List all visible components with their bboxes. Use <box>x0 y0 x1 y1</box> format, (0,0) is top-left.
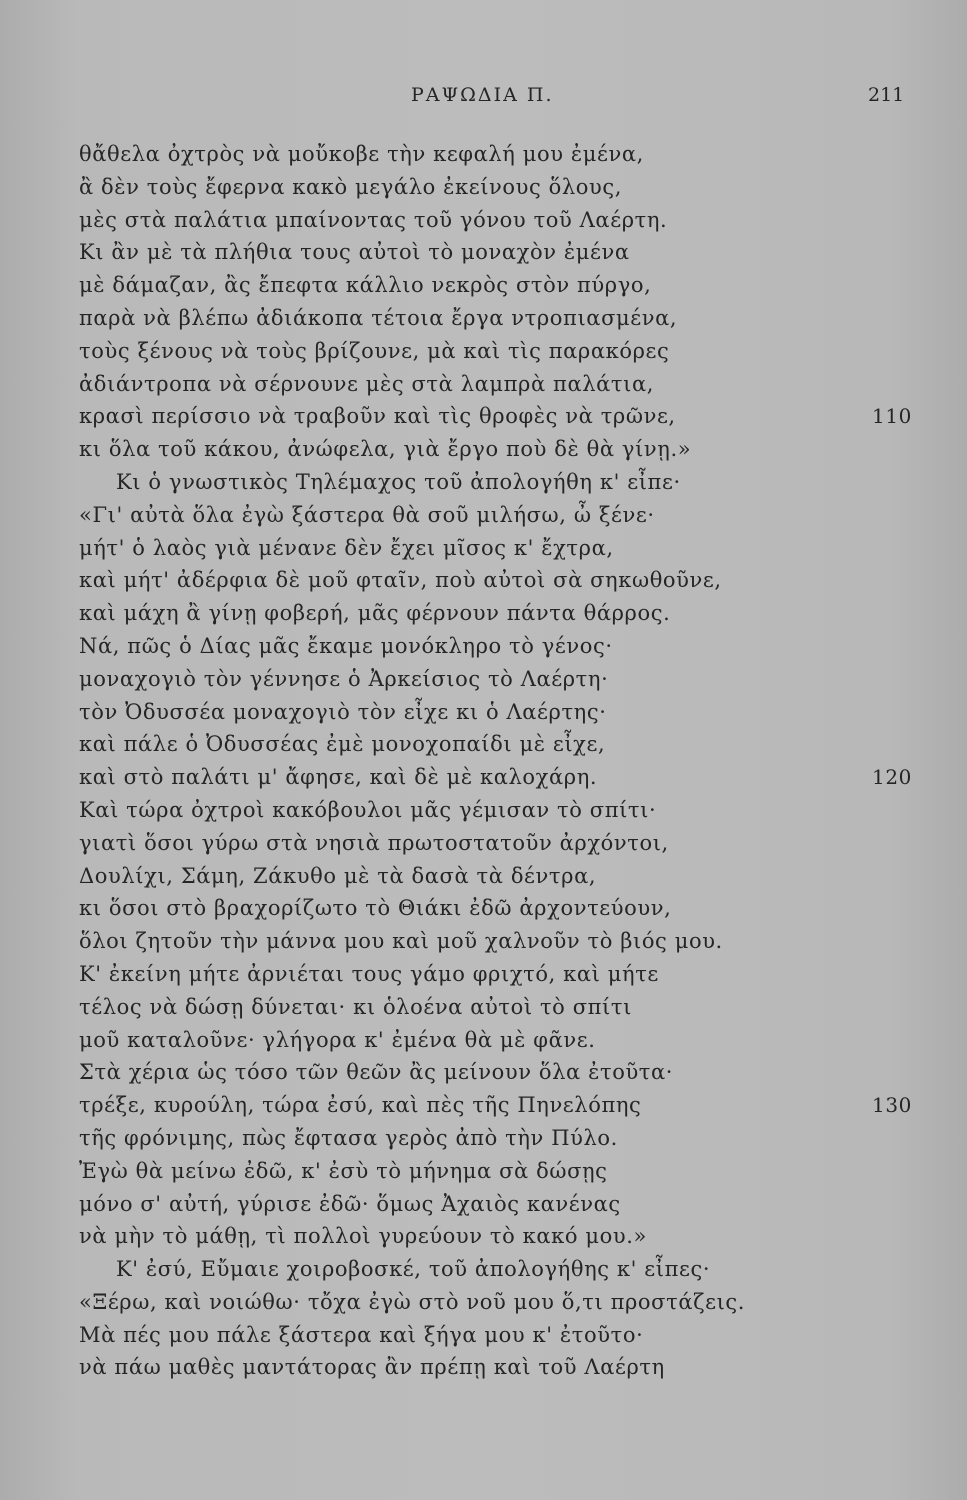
verse-text: Καὶ τώρα ὀχτροὶ κακόβουλοι μᾶς γέμισαν τὸ σπίτι· <box>79 797 657 822</box>
page-number: 211 <box>868 84 905 106</box>
verse-text: Κι ἂν μὲ τὰ πλήθια τους αὐτοὶ τὸ μοναχὸν ἐμένα <box>79 240 630 265</box>
verse-line <box>0 696 967 729</box>
verse-line <box>0 1286 967 1319</box>
verse-line <box>0 171 967 204</box>
verse-line <box>0 1155 967 1188</box>
verse-text: «Γι' αὐτὰ ὅλα ἐγὼ ξάστερα θὰ σοῦ μιλήσω, ὦ ξένε· <box>79 502 655 527</box>
verse-text: Μὰ πές μου πάλε ξάστερα καὶ ξήγα μου κ' ἐτοῦτο· <box>79 1322 644 1347</box>
verse-text: κι ὅσοι στὸ βραχορίζωτο τὸ Θιάκι ἐδῶ ἀρχοντεύουν, <box>79 896 672 921</box>
verse-text: «Ξέρω, καὶ νοιώθω· τὄχα ἐγὼ στὸ νοῦ μου ὅ,τι προστάζεις. <box>79 1289 746 1314</box>
verse-line <box>0 892 967 925</box>
verse-text: θἄθελα ὀχτρὸς νὰ μοὔκοβε τὴν κεφαλή μου ἐμένα, <box>79 142 644 166</box>
verse-text: τοὺς ξένους νὰ τοὺς βρίζουνε, μὰ καὶ τὶς παρακόρες <box>79 338 670 363</box>
line-number: 110 <box>872 404 912 429</box>
verse-text: μοναχογιὸ τὸν γέννησε ὁ Ἀρκείσιος τὸ Λαέρτη· <box>79 666 609 691</box>
verse-line <box>0 630 967 663</box>
verse-line <box>0 1188 967 1221</box>
verse-text: νὰ πάω μαθὲς μαντάτορας ἂν πρέπῃ καὶ τοῦ Λαέρτη <box>79 1355 665 1380</box>
verse-text: Κι ὁ γνωστικὸς Τηλέμαχος τοῦ ἀπολογήθη κ' εἶπε· <box>116 469 681 494</box>
chapter-title: ΡΑΨΩΔΙΑ Π. <box>411 84 554 106</box>
verse-line <box>0 958 967 991</box>
verse-text: νὰ μὴν τὸ μάθῃ, τὶ πολλοὶ γυρεύουν τὸ κακό μου.» <box>79 1224 648 1249</box>
verse-line <box>0 532 967 565</box>
verse-text: ἀδιάντροπα νὰ σέρνουνε μὲς στὰ λαμπρὰ παλάτια, <box>79 371 655 396</box>
verse-text: Νά, πῶς ὁ Δίας μᾶς ἔκαμε μονόκληρο τὸ γένος· <box>79 633 613 658</box>
verse-line <box>0 335 967 368</box>
line-number: 120 <box>872 765 912 790</box>
verse-text: καὶ πάλε ὁ Ὀδυσσέας ἐμὲ μονοχοπαίδι μὲ εἶχε, <box>79 732 606 757</box>
verse-line <box>0 761 967 794</box>
verse-text: Στὰ χέρια ὡς τόσο τῶν θεῶν ἂς μείνουν ὅλα ἐτοῦτα· <box>79 1060 674 1085</box>
verse-line <box>0 794 967 827</box>
verse-text: καὶ μάχη ἂ γίνῃ φοβερή, μᾶς φέρνουν πάντα θάρρος. <box>79 601 671 626</box>
verse-line <box>0 1024 967 1057</box>
verse-text: καὶ μήτ' ἀδέρφια δὲ μοῦ φταῖν, ποὺ αὐτοὶ σὰ σηκωθοῦνε, <box>79 568 722 593</box>
verse-line <box>0 236 967 269</box>
verse-line <box>0 466 967 499</box>
verse-text: μὲ δάμαζαν, ἂς ἔπεφτα κάλλιο νεκρὸς στὸν πύργο, <box>79 273 652 298</box>
verse-line <box>0 433 967 466</box>
verse-line <box>0 860 967 893</box>
verse-line <box>0 1253 967 1286</box>
verse-text: κρασὶ περίσσιο νὰ τραβοῦν καὶ τὶς θροφὲς νὰ τρῶνε, <box>79 404 676 429</box>
verse-text: Ἐγὼ θὰ μείνω ἐδῶ, κ' ἐσὺ τὸ μήνημα σὰ δώσῃς <box>79 1158 608 1183</box>
verse-line <box>0 138 967 171</box>
running-head <box>0 84 967 114</box>
verse-text: τέλος νὰ δώσῃ δύνεται· κι ὁλοένα αὐτοὶ τὸ σπίτι <box>79 994 632 1019</box>
verse-line <box>0 564 967 597</box>
verse-text: ἂ δὲν τοὺς ἔφερνα κακὸ μεγάλο ἐκείνους ὅλους, <box>79 174 623 199</box>
verse-line <box>0 269 967 302</box>
verse-text: μοῦ καταλοῦνε· γλήγορα κ' ἐμένα θὰ μὲ φᾶνε. <box>79 1027 596 1052</box>
verse-text: Κ' ἐσύ, Εὔμαιε χοιροβοσκέ, τοῦ ἀπολογήθης κ' εἶπες· <box>116 1257 711 1282</box>
verse-line <box>0 302 967 335</box>
verse-line <box>0 1351 967 1384</box>
verse-line <box>0 663 967 696</box>
verse-line <box>0 1319 967 1352</box>
verse-text: κι ὅλα τοῦ κάκου, ἀνώφελα, γιὰ ἔργο ποὺ δὲ θὰ γίνῃ.» <box>79 437 692 462</box>
verse-text: παρὰ νὰ βλέπω ἀδιάκοπα τέτοια ἔργα ντροπιασμένα, <box>79 305 678 330</box>
verse-text: μὲς στὰ παλάτια μπαίνοντας τοῦ γόνου τοῦ Λαέρτη. <box>79 207 668 232</box>
verse-line <box>0 499 967 532</box>
verse-line <box>0 991 967 1024</box>
verse-line <box>0 1122 967 1155</box>
verse-line <box>0 1220 967 1253</box>
verse-line <box>0 728 967 761</box>
verse-text: Κ' ἐκείνη μήτε ἀρνιέται τους γάμο φριχτό, καὶ μήτε <box>79 961 659 986</box>
verse-text: ὅλοι ζητοῦν τὴν μάννα μου καὶ μοῦ χαλνοῦν τὸ βιός μου. <box>79 929 723 954</box>
verse-text: τρέξε, κυρούλη, τώρα ἐσύ, καὶ πὲς τῆς Πηνελόπης <box>79 1093 642 1118</box>
verse-line <box>0 827 967 860</box>
verse-line <box>0 368 967 401</box>
verse-text: Δουλίχι, Σάμη, Ζάκυθο μὲ τὰ δασὰ τὰ δέντρα, <box>79 863 597 888</box>
verse-line <box>0 925 967 958</box>
verse-text: μήτ' ὁ λαὸς γιὰ μένανε δὲν ἔχει μῖσος κ' ἔχτρα, <box>79 535 614 560</box>
verse-text: τὸν Ὀδυσσέα μοναχογιὸ τὸν εἶχε κι ὁ Λαέρτης· <box>79 699 607 724</box>
verse-text: καὶ στὸ παλάτι μ' ἄφησε, καὶ δὲ μὲ καλοχάρη. <box>79 765 598 790</box>
verse-text: γιατὶ ὅσοι γύρω στὰ νησιὰ πρωτοστατοῦν ἀρχόντοι, <box>79 830 669 855</box>
verse-line <box>0 1056 967 1089</box>
verse-text: τῆς φρόνιμης, πὼς ἔφτασα γερὸς ἀπὸ τὴν Πύλο. <box>79 1125 618 1150</box>
verse-line <box>0 1089 967 1122</box>
verse-text: μόνο σ' αὐτή, γύρισε ἐδῶ· ὅμως Ἀχαιὸς κανένας <box>79 1191 621 1216</box>
poem-text <box>0 138 967 1384</box>
verse-line <box>0 400 967 433</box>
verse-line <box>0 597 967 630</box>
line-number: 130 <box>872 1093 912 1118</box>
verse-line <box>0 204 967 237</box>
